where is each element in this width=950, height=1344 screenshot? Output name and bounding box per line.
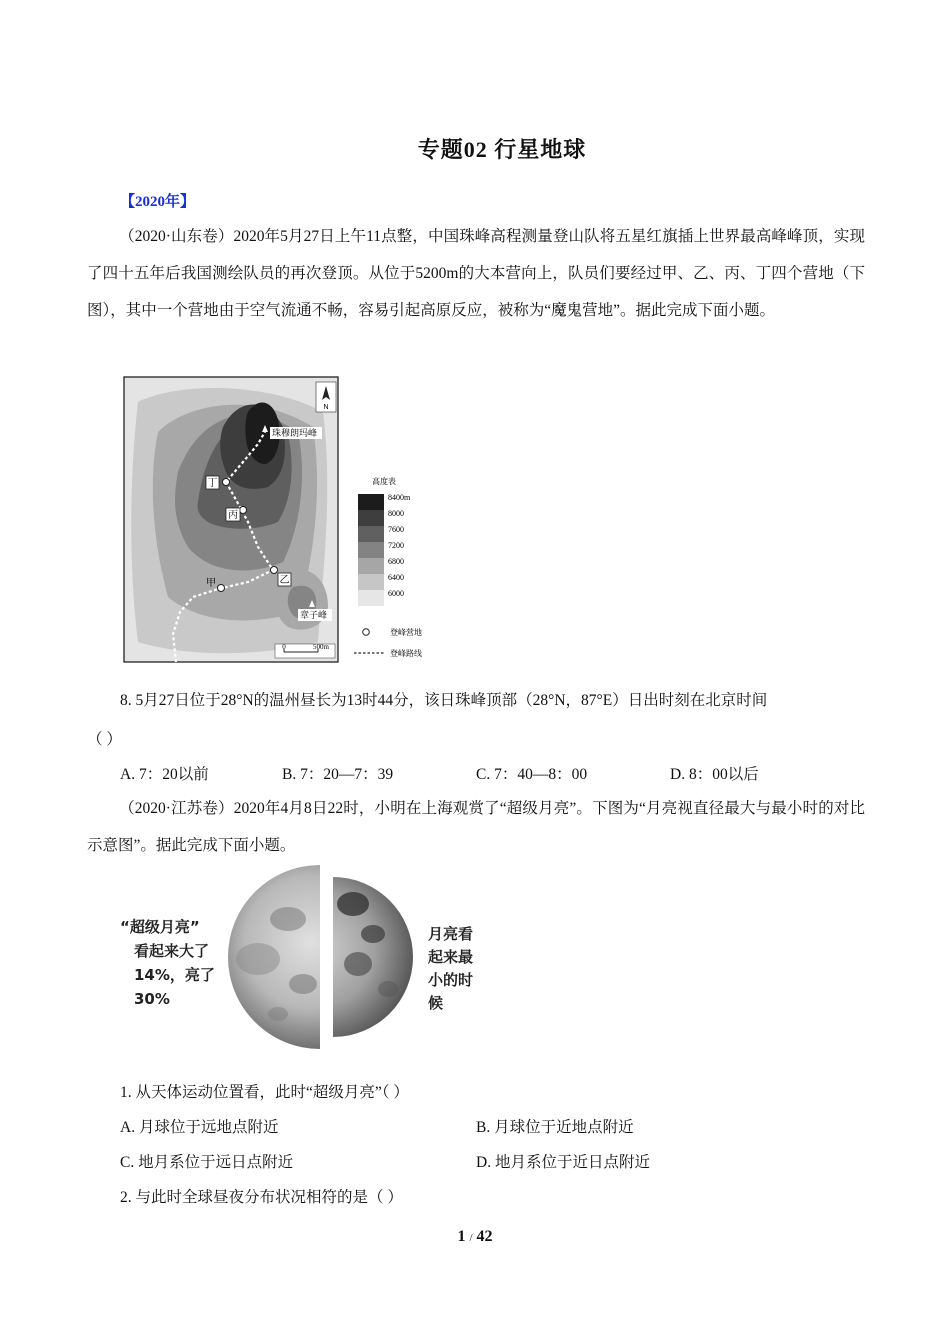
intro-shandong-text: （2020·山东卷）2020年5月27日上午11点整，中国珠峰高程测量登山队将五星红旗插上世界最高峰峰顶，实现了四十五年后我国测绘队员的再次登顶。从位于5200m的大本营向上，队员们要经过甲、乙、丙、丁四个营地（下图），其中一个营地由于空气流通不畅，容易引起高原反应，被称为“魔鬼营地”。据此完成下面小题。 <box>87 228 865 319</box>
legend-level-label: 8400m <box>388 493 411 502</box>
legend-level-label: 6000 <box>388 589 404 598</box>
intro-paragraph-shandong <box>87 218 865 329</box>
route-legend <box>354 648 422 658</box>
page-number: 1 <box>457 1228 466 1245</box>
moon-divider <box>320 864 333 1054</box>
everest-topo-map <box>118 372 448 668</box>
svg-text:看起来大了: 看起来大了 <box>134 942 210 960</box>
zhangzi-label: 章子峰 <box>300 611 328 621</box>
legend-swatch <box>358 510 384 526</box>
legend-level-label: 8000 <box>388 509 404 518</box>
legend-swatch <box>358 526 384 542</box>
route-label: 登峰路线 <box>390 649 422 658</box>
svg-text:30%: 30% <box>134 990 170 1008</box>
section-heading: 【2020年】 <box>120 194 196 210</box>
camp-bing-label: 丙 <box>228 510 238 521</box>
question-2-stem: 2. 与此时全球昼夜分布状况相符的是（ ） <box>120 1189 403 1206</box>
page-separator: / <box>469 1232 473 1244</box>
north-label: N <box>323 404 329 411</box>
legend-level-label: 6800 <box>388 557 404 566</box>
svg-text:“超级月亮”: “超级月亮” <box>120 918 200 936</box>
q8-option-c: C. 7：40—8：00 <box>476 766 588 783</box>
question-8-stem: 8. 5月27日位于28°N的温州昼长为13时44分，该日珠峰顶部（28°N，87°E）日出时刻在北京时间 <box>120 692 768 709</box>
camp-symbol-legend <box>363 627 422 637</box>
legend-title: 高度表 <box>372 477 396 486</box>
camp-yi-label: 乙 <box>279 575 290 586</box>
q1-option-d: D. 地月系位于近日点附近 <box>476 1154 650 1171</box>
legend-swatch <box>358 590 384 606</box>
scale-zero: 0 <box>282 643 286 651</box>
q8-option-a: A. 7：20以前 <box>120 766 209 783</box>
page-footer <box>0 1228 950 1246</box>
q8-option-d: D. 8：00以后 <box>670 766 759 783</box>
svg-text:月亮看: 月亮看 <box>428 925 474 943</box>
svg-text:候: 候 <box>428 994 444 1012</box>
legend-level-label: 7200 <box>388 541 404 550</box>
svg-text:起来最: 起来最 <box>428 948 474 966</box>
q1-option-c: C. 地月系位于远日点附近 <box>120 1154 294 1171</box>
intro-jiangsu-text: （2020·江苏卷）2020年4月8日22时，小明在上海观赏了“超级月亮”。下图为“月亮视直径最大与最小时的对比示意图”。据此完成下面小题。 <box>87 800 865 854</box>
intro-paragraph-jiangsu <box>87 790 865 864</box>
peak-label: 珠穆朗玛峰 <box>272 429 318 439</box>
camp-jia-label: 甲 <box>206 578 216 589</box>
legend-swatch <box>358 542 384 558</box>
legend-swatch <box>358 574 384 590</box>
page-total: 42 <box>476 1228 493 1245</box>
min-moon-caption <box>428 925 473 1012</box>
legend-swatch <box>358 558 384 574</box>
svg-text:小的时: 小的时 <box>428 971 474 989</box>
moon-comparison-figure <box>118 864 488 1054</box>
camp-ding-label: 丁 <box>207 478 218 489</box>
q1-option-a: A. 月球位于远地点附近 <box>120 1119 279 1136</box>
super-moon-caption <box>120 918 215 1008</box>
question-8-blank: （ ） <box>87 731 122 748</box>
question-1-stem: 1. 从天体运动位置看，此时“超级月亮”（ ） <box>120 1084 409 1101</box>
camp-symbol-label: 登峰营地 <box>390 628 422 637</box>
legend-level-label: 7600 <box>388 525 404 534</box>
north-arrow <box>316 382 336 412</box>
scale-value: 500m <box>313 643 329 651</box>
scale-bar <box>275 643 335 658</box>
peak-everest <box>262 425 322 439</box>
page-title: 专题02 行星地球 <box>417 137 587 162</box>
q1-option-b: B. 月球位于近地点附近 <box>476 1119 634 1136</box>
q8-option-b: B. 7：20—7：39 <box>282 766 394 783</box>
legend-level-label: 6400 <box>388 573 404 582</box>
legend-swatch <box>358 494 384 510</box>
svg-text:14%，亮了: 14%，亮了 <box>134 966 215 984</box>
elevation-legend <box>358 476 411 606</box>
